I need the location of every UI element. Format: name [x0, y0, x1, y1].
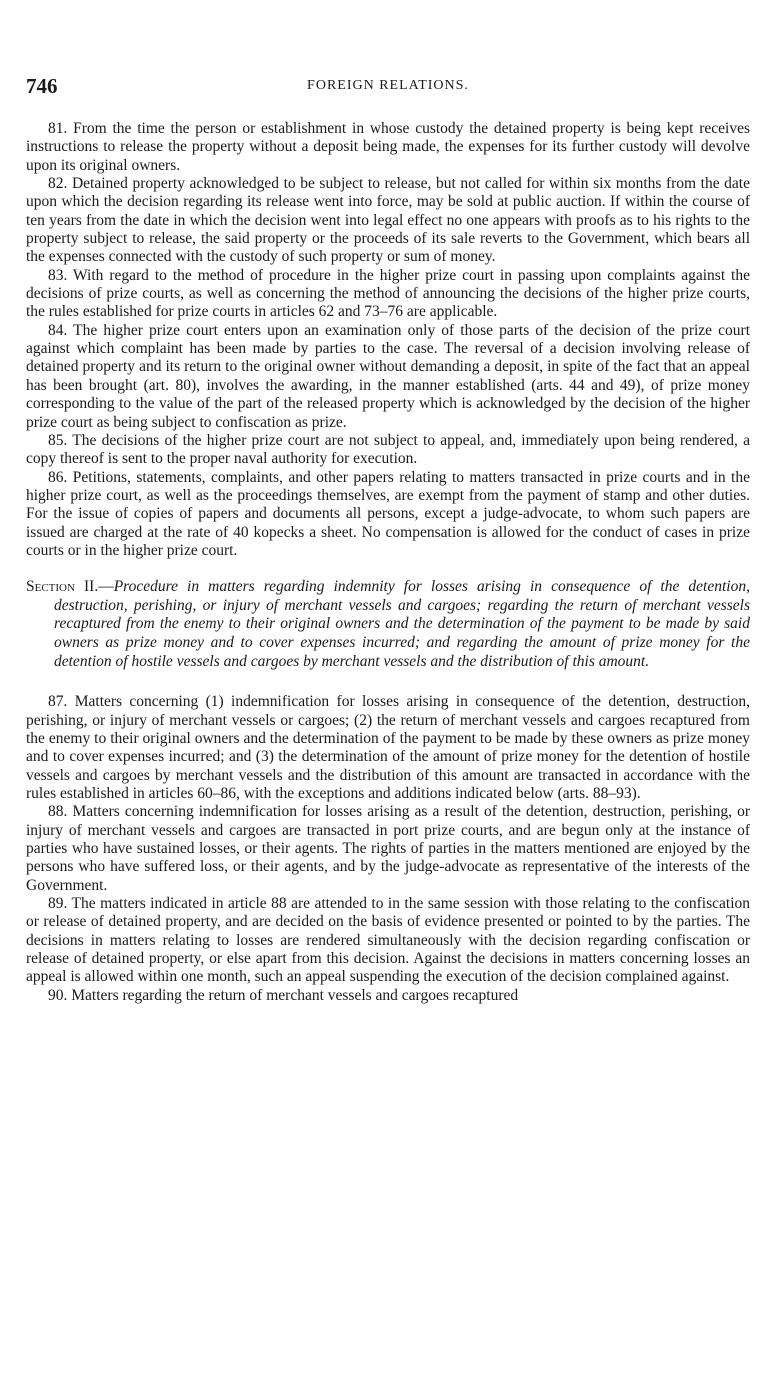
article-90: 90. Matters regarding the return of merchant vessels and cargoes recaptured: [48, 986, 519, 1004]
article-84: 84. The higher prize court enters upon an examination only of those parts of the decision of the prize court against which complaint has been made by parties to the case. The reversal of a decision involving release of detained property and its return to the original owner without demanding a deposit, in spite of the fact that an appeal has been brought (art. 80), involves the awarding, in the manner established (arts. 44 and 49), of prize money corresponding to the value of the part of the released property which is acknowledged by the decision of the higher prize court as being subject to confiscation as prize.: [26, 321, 750, 431]
running-head: FOREIGN RELATIONS.: [307, 78, 469, 93]
article-89: 89. The matters indicated in article 88 are attended to in the same session with those relating to the confiscation or release of detained property, and are decided on the basis of evidence presented or pointed to by the parties. The decisions in matters relating to losses are rendered simultaneously with the decision regarding confiscation or release of detained property, or else apart from this decision. Against the decisions in matters concerning losses an appeal is allowed within one month, such an appeal suspending the execution of the decision complained against.: [26, 895, 750, 986]
section-heading: [26, 578, 750, 671]
article-83: 83. With regard to the method of procedure in the higher prize court in passing upon complaints against the decisions of prize courts, as well as concerning the method of announcing the decisions of the higher prize courts, the rules established for prize courts in articles 62 and 73–76 are applicable.: [26, 266, 750, 321]
body-text-before: [26, 120, 750, 560]
page-header: [26, 74, 750, 100]
section-dash: —: [98, 578, 114, 596]
page-number: 746: [26, 74, 58, 98]
article-85: 85. The decisions of the higher prize court are not subject to appeal, and, immediately upon being rendered, a copy thereof is sent to the proper naval authority for execution.: [26, 431, 750, 468]
article-88: 88. Matters concerning indemnification for losses arising as a result of the detention, destruction, perishing, or injury of merchant vessels and cargoes are transacted in port prize courts, and are begun only at the instance of parties who have sustained losses, or their agents. The rights of parties in the matters mentioned are enjoyed by the persons who have suffered loss, or their agents, and by the judge-advocate as representative of the interests of the Government.: [26, 803, 750, 894]
article-87: 87. Matters concerning (1) indemnification for losses arising in consequence of the detention, destruction, perishing, or injury of merchant vessels or cargoes; (2) the return of merchant vessels and cargoes recaptured from the enemy to their original owners and the determination of the payment to be made by these owners as prize money and to cover expenses incurred; and (3) the determination of the amount of prize money for the detention of hostile vessels and cargoes by merchant vessels and the distribution of this amount are transacted in accordance with the rules established in articles 60–86, with the exceptions and additions indicated below (arts. 88–93).: [26, 693, 750, 802]
section-label: Section II.: [26, 578, 99, 596]
document-page: [26, 74, 750, 1005]
body-text-after: [26, 693, 750, 1005]
article-86: 86. Petitions, statements, complaints, and other papers relating to matters transacted in prize courts and in the higher prize court, as well as the proceedings themselves, are exempt from the payment of stamp and other duties. For the issue of copies of papers and documents all persons, except a judge-advocate, to whom such papers are issued are charged at the rate of 40 kopecks a sheet. No compensation is allowed for the conduct of cases in prize courts or in the higher prize court.: [26, 468, 750, 559]
section-title: Procedure in matters regarding indemnity for losses arising in consequence of the detention, destruction, perishing, or injury of merchant vessels and cargoes; regarding the return of merchant vessels recaptured from the enemy to their original owners and the determination of the payment to be made by said owners as prize money and to cover expenses incurred; and regarding the amount of prize money for the detention of hostile vessels and cargoes by merchant vessels and the distribution of this amount.: [54, 578, 750, 670]
article-81: 81. From the time the person or establishment in whose custody the detained property is being kept receives instructions to release the property without a deposit being made, the expenses for its further custody will devolve upon its original owners.: [26, 120, 750, 174]
article-82: 82. Detained property acknowledged to be subject to release, but not called for within six months from the date upon which the decision regarding its release went into force, may be sold at public auction. If within the course of ten years from the date in which the decision went into legal effect no one appears with proofs as to his rights to the property subject to release, the said property or the proceeds of its sale reverts to the Government, which bears all the expenses connected with the custody of such property or sum of money.: [26, 175, 750, 266]
